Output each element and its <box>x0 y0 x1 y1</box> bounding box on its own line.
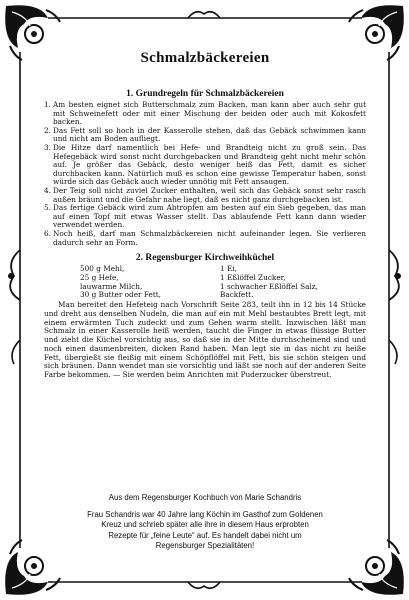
list-item: 4. Der Teig soll nicht zuviel Zucker enthalten, weil sich das Gebäck sonst sehr rasch außen bräunt und die Gefahr nahe liegt, daß es nicht ganz durchgebacken ist. <box>44 185 366 204</box>
note-line: Rezepte für „feine Leute“ auf. Es handelt dabei nicht um <box>108 530 302 540</box>
ingredient-cell: 1 schwacher Eßlöffel Salz, <box>220 281 318 291</box>
note-line: Regensburger Spezialitäten! <box>155 541 255 551</box>
ingredient-cell: 25 g Hefe, <box>80 272 119 282</box>
list-item: 2. Das Fett soll so hoch in der Kasserolle stehen, daß das Gebäck schwimmen kann und nicht am Boden aufliegt. <box>44 125 366 144</box>
list-item: 3. Die Hitze darf namentlich bei Hefe- und Brandteig nicht zu groß sein. Das Hefegebäck wird sonst nicht durchgebacken und Brandteig geht nicht mehr schön auf. Je größer das Gebäck, desto weniger heiß das Fett, damit es sicher durchbacken kann. Natürlich muß es schon eine gewisse Temperatur haben, sonst würde sich das Gebäck auch wieder unnötig mit Fett ansaugen. <box>44 142 366 187</box>
ingredient-cell: 1 Ei, <box>220 264 237 274</box>
recipe-instructions: Man bereitet den Hefeteig nach Vorschrift Seite 283, teilt ihn in 12 bis 14 Stücke und dreht aus denselben Nudeln, die man auf ein mit Mehl bestaubtes Brett legt, mit einem erwärmten Tuch zudeckt und zum Gehen warm stellt. Inzwischen läßt man Schmalz in einer Kasserolle heiß werden, taucht die Finger in etwas flüssige Butter und zieht die Küchel vorsichtig aus, so daß sie in der Mitte durchscheinend sind und noch einen daumenbreiten, dicken Rand haben. Man legt sie in das nicht zu heiße Fett, übergießt sie fleißig mit einem Schöpflöffel mit Fett, bis sie schön steigen und sich bräunen. Dann wendet man sie vorsichtig und läßt sie noch auf der anderen Seite Farbe bekommen. — Sie werden beim Anrichten mit Puderzucker überstreut. <box>44 300 366 379</box>
page-title: Schmalzbäckereien <box>140 50 270 66</box>
section-heading-recipe: 2. Regensburger Kirchweihküchel <box>135 253 275 264</box>
note-line: Kreuz und schrieb später alle ihre in diesem Haus erprobten <box>101 520 309 530</box>
ingredient-cell: lauwarme Milch, <box>80 281 143 291</box>
list-item: 5. Das fertige Gebäck wird zum Abtropfen am besten auf ein Sieb gegeben, das man auf einen Topf mit etwas Wasser stellt. Das ablaufende Fett kann dann wieder verwendet werden. <box>44 203 366 230</box>
rules-list <box>44 101 366 247</box>
ingredient-cell: 500 g Mehl, <box>80 264 125 274</box>
recipe-content <box>44 50 366 380</box>
ingredient-cell: Backfett. <box>220 290 254 300</box>
table-row <box>80 291 338 300</box>
ingredient-cell: 1 Eßlöffel Zucker, <box>220 272 286 282</box>
list-item: 6. Noch heiß, darf man Schmalzbäckereien nicht aufeinander legen. Sie verlieren dadurch sehr an Form. <box>44 228 366 247</box>
table-row <box>80 265 338 274</box>
source-note <box>44 493 366 552</box>
ingredient-cell: 30 g Butter oder Fett, <box>80 290 162 300</box>
ingredients-table <box>80 265 338 300</box>
list-item: 1. Am besten eignet sich Butterschmalz zum Backen, man kann aber auch sehr gut mit Schweinefett oder mit einer Mischung der beiden oder auch mit Kokosfett backen. <box>44 100 366 127</box>
note-line: Frau Schandris war 40 Jahre lang Köchin im Gasthof zum Goldenen <box>87 509 323 519</box>
section-heading-basic-rules: 1. Grundregeln für Schmalzbäckereien <box>126 89 284 99</box>
source-line: Aus dem Regensburger Kochbuch von Marie Schandris <box>108 493 302 502</box>
